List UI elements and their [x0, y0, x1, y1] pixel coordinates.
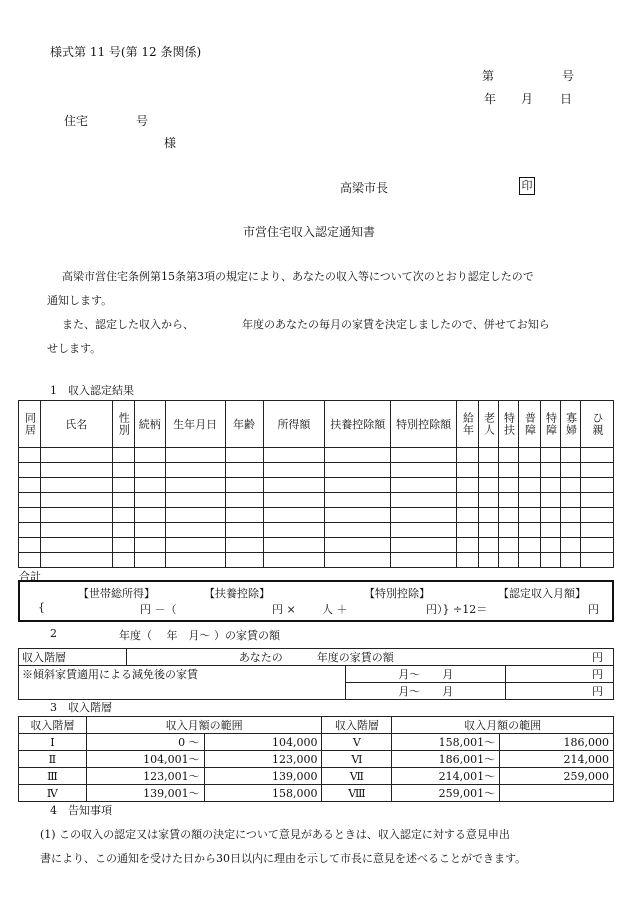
member-cell	[457, 463, 479, 478]
rent-level-label: 収入階層	[19, 649, 127, 666]
member-cell	[19, 553, 41, 568]
formula-div12: 円）} ÷12＝	[426, 603, 488, 616]
member-cell	[263, 448, 325, 463]
member-cell	[112, 493, 134, 508]
form-number: 様式第 11 号(第 12 条関係)	[50, 45, 202, 59]
section2-heading-num: 2	[50, 627, 57, 640]
member-cell	[165, 538, 225, 553]
member-cell	[560, 448, 580, 463]
household-member-row	[19, 523, 614, 538]
summary-label-dependent: 【扶養控除】	[204, 587, 270, 600]
member-cell	[325, 553, 391, 568]
member-cell	[263, 463, 325, 478]
range-from-left: 104,001～	[86, 751, 204, 768]
member-cell	[112, 448, 134, 463]
header-doukyo: 同居	[19, 401, 41, 448]
member-cell	[391, 538, 457, 553]
recipient-sama: 様	[164, 136, 177, 150]
member-cell	[519, 538, 541, 553]
member-cell	[134, 523, 165, 538]
member-cell	[19, 508, 41, 523]
member-cell	[263, 553, 325, 568]
member-cell	[391, 463, 457, 478]
member-cell	[165, 448, 225, 463]
member-cell	[19, 463, 41, 478]
member-cell	[134, 448, 165, 463]
member-cell	[479, 463, 499, 478]
range-from-left: 123,001～	[86, 768, 204, 785]
member-cell	[134, 478, 165, 493]
member-cell	[499, 538, 519, 553]
total-label: 合計	[19, 570, 41, 583]
member-cell	[134, 538, 165, 553]
member-cell	[391, 553, 457, 568]
member-cell	[499, 523, 519, 538]
member-cell	[40, 523, 112, 538]
member-cell	[479, 538, 499, 553]
rent-amount-mid: あなたの	[238, 651, 283, 664]
member-cell	[40, 553, 112, 568]
level-right: Ⅶ	[322, 768, 392, 785]
member-cell	[499, 448, 519, 463]
reduced-period-a: 月～ 月	[346, 666, 506, 683]
member-cell	[541, 553, 561, 568]
level-left: Ⅰ	[19, 734, 87, 751]
formula-yen-times: 円 ×	[272, 603, 296, 616]
header-birthdate: 生年月日	[165, 401, 225, 448]
date-day: 日	[560, 92, 573, 106]
household-member-row	[19, 463, 614, 478]
member-cell	[479, 508, 499, 523]
household-member-row	[19, 478, 614, 493]
member-cell	[499, 508, 519, 523]
member-cell	[134, 493, 165, 508]
member-cell	[19, 493, 41, 508]
member-cell	[519, 478, 541, 493]
member-cell	[325, 538, 391, 553]
member-cell	[560, 538, 580, 553]
body-p1-line1: 高梁市営住宅条例第15条第3項の規定により、あなたの収入等について次のとおり認定したので	[62, 270, 534, 283]
member-cell	[165, 478, 225, 493]
rent-amount-cell	[126, 649, 613, 666]
member-cell	[499, 493, 519, 508]
header-tokufu: 特扶	[499, 401, 519, 448]
range-from-right: 186,001～	[392, 751, 500, 768]
notice-line2: 書により、この通知を受けた日から30日以内に理由を示して市長に意見を述べることができます。	[40, 852, 527, 865]
body-p1-line2: 通知します。	[47, 294, 113, 307]
member-cell	[165, 463, 225, 478]
member-cell	[112, 553, 134, 568]
member-cell	[134, 553, 165, 568]
member-cell	[457, 538, 479, 553]
member-cell	[19, 523, 41, 538]
section4-heading: 4 告知事項	[50, 804, 112, 817]
member-cell	[40, 448, 112, 463]
member-cell	[580, 508, 613, 523]
member-cell	[325, 448, 391, 463]
member-cell	[457, 523, 479, 538]
seal-mark: 印	[519, 177, 535, 195]
member-cell	[457, 553, 479, 568]
member-cell	[519, 448, 541, 463]
member-cell	[225, 448, 263, 463]
member-cell	[225, 508, 263, 523]
doc-no-go: 号	[562, 69, 575, 83]
member-cell	[391, 508, 457, 523]
member-cell	[40, 463, 112, 478]
member-cell	[225, 538, 263, 553]
member-cell	[580, 493, 613, 508]
range-to-left: 158,000	[204, 785, 322, 802]
range-to-right	[500, 785, 614, 802]
summary-label-special: 【特別控除】	[364, 587, 430, 600]
member-cell	[165, 508, 225, 523]
member-cell	[580, 523, 613, 538]
member-cell	[263, 493, 325, 508]
member-cell	[541, 478, 561, 493]
member-cell	[560, 523, 580, 538]
range-header-left: 収入月額の範囲	[86, 717, 322, 734]
header-special-deduction: 特別控除額	[391, 401, 457, 448]
member-cell	[391, 448, 457, 463]
header-hitorioya: ひ親	[580, 401, 613, 448]
member-cell	[19, 538, 41, 553]
reduced-unit-b: 円	[506, 683, 614, 700]
member-cell	[134, 463, 165, 478]
range-to-left: 104,000	[204, 734, 322, 751]
member-cell	[479, 448, 499, 463]
reduced-unit-a: 円	[506, 666, 614, 683]
range-from-left: 0 ～	[86, 734, 204, 751]
range-from-left: 139,001～	[86, 785, 204, 802]
member-cell	[225, 478, 263, 493]
member-cell	[112, 508, 134, 523]
range-from-right: 158,001～	[392, 734, 500, 751]
recipient-jutaku: 住宅	[64, 114, 89, 128]
member-cell	[225, 553, 263, 568]
member-cell	[263, 538, 325, 553]
member-cell	[225, 523, 263, 538]
income-level-row	[19, 768, 614, 785]
member-cell	[457, 448, 479, 463]
level-right: Ⅷ	[322, 785, 392, 802]
member-cell	[165, 553, 225, 568]
household-member-row	[19, 553, 614, 568]
summary-box	[18, 580, 614, 622]
member-cell	[580, 553, 613, 568]
member-cell	[325, 508, 391, 523]
member-cell	[499, 478, 519, 493]
member-cell	[325, 463, 391, 478]
member-cell	[479, 478, 499, 493]
income-level-row	[19, 751, 614, 768]
member-cell	[541, 463, 561, 478]
member-cell	[560, 493, 580, 508]
member-cell	[479, 523, 499, 538]
range-to-right: 186,000	[500, 734, 614, 751]
member-cell	[391, 523, 457, 538]
member-cell	[457, 478, 479, 493]
member-cell	[391, 478, 457, 493]
header-fushou: 普障	[519, 401, 541, 448]
level-header-right: 収入階層	[322, 717, 392, 734]
header-dependent-deduction: 扶養控除額	[325, 401, 391, 448]
member-cell	[560, 478, 580, 493]
member-cell	[263, 523, 325, 538]
header-age: 年齢	[225, 401, 263, 448]
member-cell	[457, 508, 479, 523]
level-left: Ⅳ	[19, 785, 87, 802]
member-cell	[479, 553, 499, 568]
member-cell	[391, 493, 457, 508]
member-cell	[325, 523, 391, 538]
member-cell	[40, 538, 112, 553]
range-to-right: 259,000	[500, 768, 614, 785]
summary-label-total-income: 【世帯総所得】	[78, 587, 155, 600]
member-cell	[541, 448, 561, 463]
income-level-row	[19, 734, 614, 751]
member-cell	[519, 553, 541, 568]
member-cell	[560, 463, 580, 478]
member-cell	[112, 478, 134, 493]
member-cell	[499, 463, 519, 478]
header-kyunen: 給年	[457, 401, 479, 448]
member-cell	[40, 493, 112, 508]
level-left: Ⅱ	[19, 751, 87, 768]
body-p2-line1b: 年度のあなたの毎月の家賃を決定しましたので、併せてお知ら	[242, 318, 550, 331]
member-cell	[499, 553, 519, 568]
section2-heading-text: 年度（ 年 月～ ）の家賃の額	[119, 629, 280, 642]
summary-label-monthly: 【認定収入月額】	[498, 587, 586, 600]
header-seibetsu: 性別	[112, 401, 134, 448]
member-cell	[19, 448, 41, 463]
range-from-right: 214,001～	[392, 768, 500, 785]
range-header-right: 収入月額の範囲	[392, 717, 614, 734]
date-month: 月	[521, 92, 534, 106]
member-cell	[165, 523, 225, 538]
member-cell	[580, 478, 613, 493]
member-cell	[560, 553, 580, 568]
member-cell	[40, 508, 112, 523]
body-p2-line1a: また、認定した収入から、	[62, 318, 194, 331]
reduced-rent-label: ※傾斜家賃適用による減免後の家賃	[19, 666, 346, 700]
level-right: Ⅵ	[322, 751, 392, 768]
member-cell	[457, 493, 479, 508]
member-cell	[225, 463, 263, 478]
formula-brace: {	[38, 601, 45, 614]
header-roujin: 老人	[479, 401, 499, 448]
member-cell	[560, 508, 580, 523]
member-cell	[519, 523, 541, 538]
issuer-name: 高梁市長	[340, 181, 389, 195]
range-to-right: 214,000	[500, 751, 614, 768]
date-year: 年	[484, 92, 497, 106]
range-from-right: 259,001～	[392, 785, 500, 802]
notice-line1: (1) この収入の認定又は家賃の額の決定について意見があるときは、収入認定に対する意見申出	[40, 828, 510, 841]
member-cell	[519, 463, 541, 478]
body-p2-line2: せします。	[47, 342, 102, 355]
header-kafu: 寡婦	[560, 401, 580, 448]
member-cell	[580, 448, 613, 463]
section3-heading: 3 収入階層	[50, 701, 112, 714]
member-cell	[19, 478, 41, 493]
range-to-left: 123,000	[204, 751, 322, 768]
member-cell	[165, 493, 225, 508]
member-cell	[112, 538, 134, 553]
member-cell	[519, 493, 541, 508]
member-cell	[263, 508, 325, 523]
household-member-row	[19, 508, 614, 523]
member-cell	[40, 478, 112, 493]
member-cell	[541, 508, 561, 523]
level-header-left: 収入階層	[19, 717, 87, 734]
member-cell	[263, 478, 325, 493]
rent-amount-unit: 円	[592, 651, 603, 664]
member-cell	[325, 493, 391, 508]
formula-yen-minus: 円 －（	[140, 603, 177, 616]
member-cell	[112, 523, 134, 538]
member-cell	[541, 523, 561, 538]
household-member-row	[19, 448, 614, 463]
member-cell	[225, 493, 263, 508]
level-left: Ⅲ	[19, 768, 87, 785]
income-table	[18, 400, 614, 568]
member-cell	[112, 463, 134, 478]
header-income: 所得額	[263, 401, 325, 448]
member-cell	[134, 508, 165, 523]
member-cell	[541, 538, 561, 553]
income-level-table	[18, 716, 614, 802]
member-cell	[519, 508, 541, 523]
header-zokugara: 続柄	[134, 401, 165, 448]
reduced-period-b: 月～ 月	[346, 683, 506, 700]
income-level-row	[19, 785, 614, 802]
range-to-left: 139,000	[204, 768, 322, 785]
member-cell	[580, 463, 613, 478]
member-cell	[541, 493, 561, 508]
member-cell	[325, 478, 391, 493]
household-member-row	[19, 493, 614, 508]
member-cell	[580, 538, 613, 553]
header-shimei: 氏名	[40, 401, 112, 448]
recipient-go: 号	[136, 114, 149, 128]
section1-heading: 1 収入認定結果	[50, 384, 134, 397]
rent-amount-mid2: 年度の家賃の額	[316, 651, 394, 664]
member-cell	[479, 493, 499, 508]
document-title: 市営住宅収入認定通知書	[243, 225, 376, 239]
rent-table	[18, 648, 614, 700]
formula-nin-plus: 人 ＋	[322, 603, 348, 616]
doc-no-dai: 第	[482, 69, 495, 83]
header-tokushou: 特障	[541, 401, 561, 448]
income-table-header	[19, 401, 614, 448]
level-right: Ⅴ	[322, 734, 392, 751]
household-member-row	[19, 538, 614, 553]
formula-yen-end: 円	[588, 603, 599, 616]
